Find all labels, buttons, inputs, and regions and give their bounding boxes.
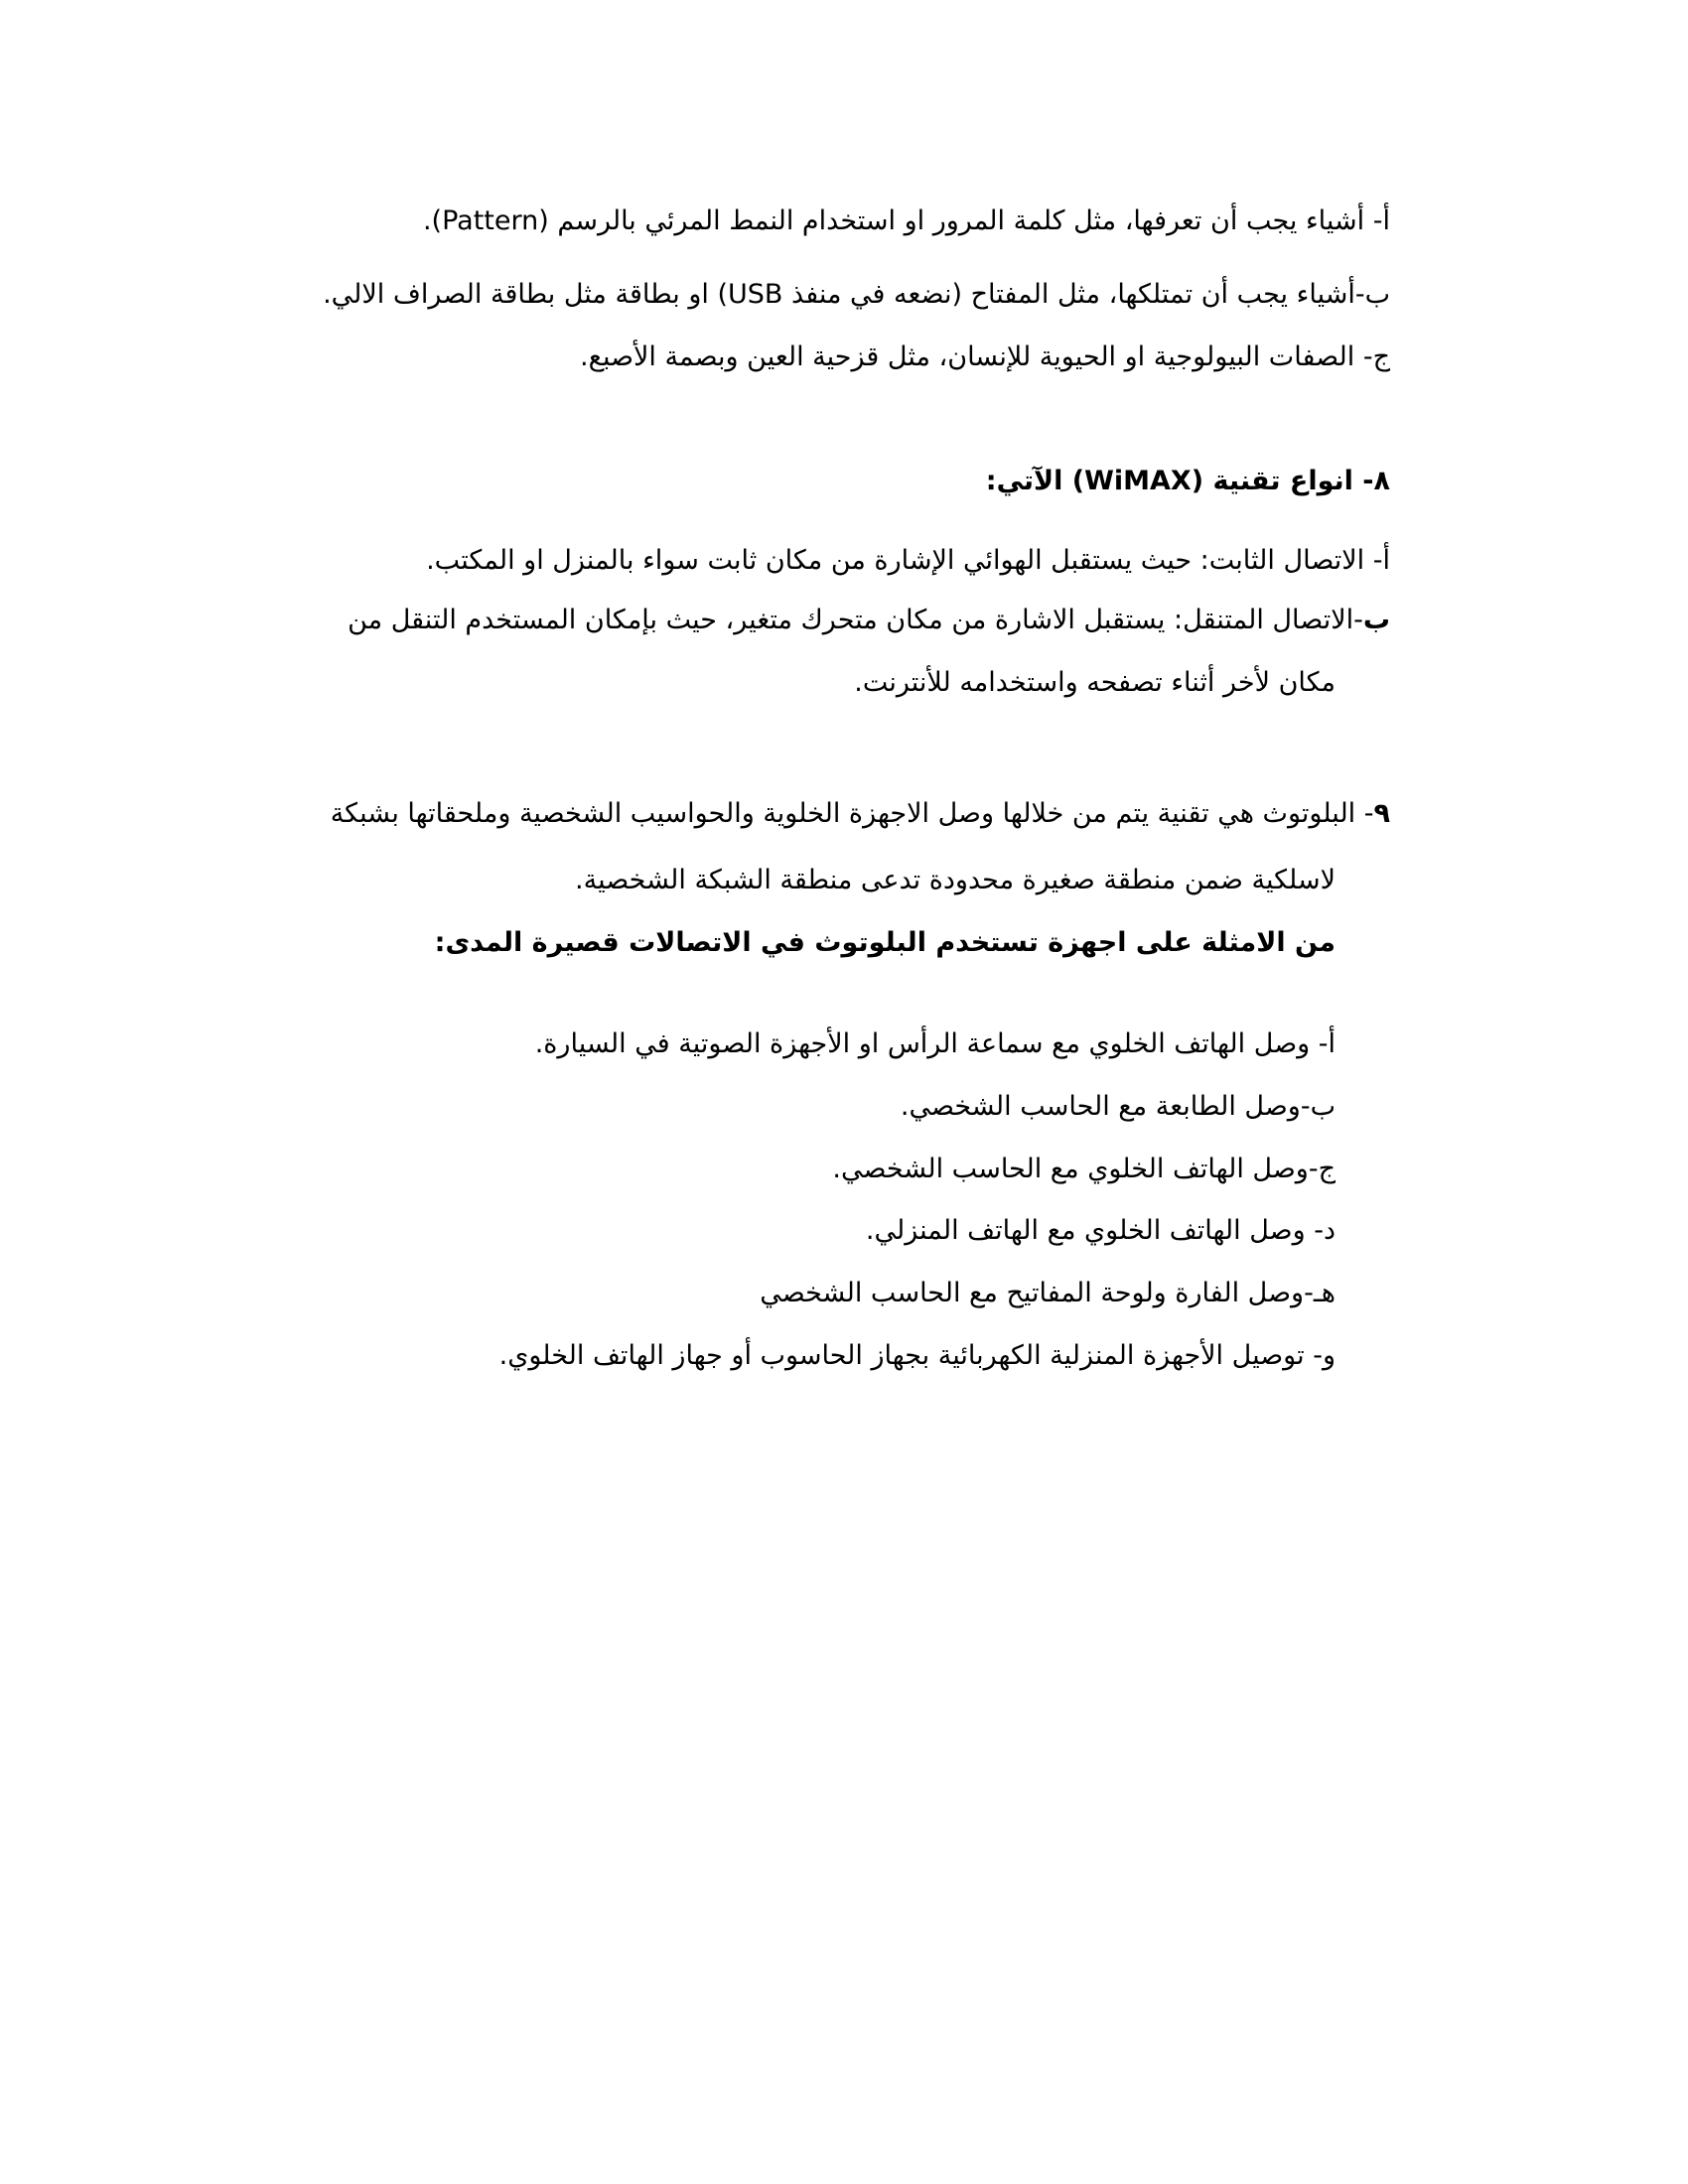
- wimax-mobile-item: [348, 601, 1390, 640]
- item-text: -الاتصال المتنقل: يستقبل الاشارة من مكان متحرك متغير، حيث بإمكان المستخدم التنقل من: [348, 605, 1363, 635]
- section-number: ٩: [1373, 798, 1390, 829]
- item-letter: ب: [1362, 605, 1390, 635]
- definition-text: - البلوتوث هي تقنية يتم من خلالها وصل الاجهزة الخلوية والحواسيب الشخصية وملحقاتها بشبكة: [330, 798, 1374, 829]
- bluetooth-example-d: د- وصل الهاتف الخلوي مع الهاتف المنزلي.: [865, 1215, 1336, 1246]
- bluetooth-definition-line2: لاسلكية ضمن منطقة صغيرة محدودة تدعى منطقة الشبكة الشخصية.: [575, 865, 1336, 895]
- bluetooth-example-c: ج-وصل الهاتف الخلوي مع الحاسب الشخصي.: [832, 1154, 1336, 1184]
- bluetooth-example-a: أ- وصل الهاتف الخلوي مع سماعة الرأس او الأجهزة الصوتية في السيارة.: [534, 1028, 1336, 1059]
- wimax-fixed-item: أ- الاتصال الثابت: حيث يستقبل الهوائي الإشارة من مكان ثابت سواء بالمنزل او المكتب.: [426, 545, 1390, 576]
- bluetooth-example-f: و- توصيل الأجهزة المنزلية الكهربائية بجهاز الحاسوب أو جهاز الهاتف الخلوي.: [498, 1340, 1336, 1371]
- bluetooth-example-e: هـ-وصل الفارة ولوحة المفاتيح مع الحاسب الشخصي: [760, 1278, 1336, 1308]
- auth-item-have: ب-أشياء يجب أن تمتلكها، مثل المفتاح (نضعه في منفذ USB) او بطاقة مثل بطاقة الصراف الالي.: [323, 279, 1390, 310]
- bluetooth-definition-line1: [331, 794, 1390, 834]
- bluetooth-example-b: ب-وصل الطابعة مع الحاسب الشخصي.: [900, 1091, 1336, 1122]
- wimax-mobile-continuation: مكان لأخر أثناء تصفحه واستخدامه للأنترنت.: [854, 667, 1336, 698]
- auth-item-biometric: ج- الصفات البيولوجية او الحيوية للإنسان، مثل قزحية العين وبصمة الأصبع.: [580, 341, 1390, 372]
- wimax-heading: ٨- انواع تقنية (WiMAX) الآتي:: [985, 466, 1390, 496]
- bluetooth-examples-heading: من الامثلة على اجهزة تستخدم البلوتوث في الاتصالات قصيرة المدى:: [434, 927, 1336, 958]
- auth-item-know: أ- أشياء يجب أن تعرفها، مثل كلمة المرور او استخدام النمط المرئي بالرسم (Pattern).: [422, 205, 1390, 236]
